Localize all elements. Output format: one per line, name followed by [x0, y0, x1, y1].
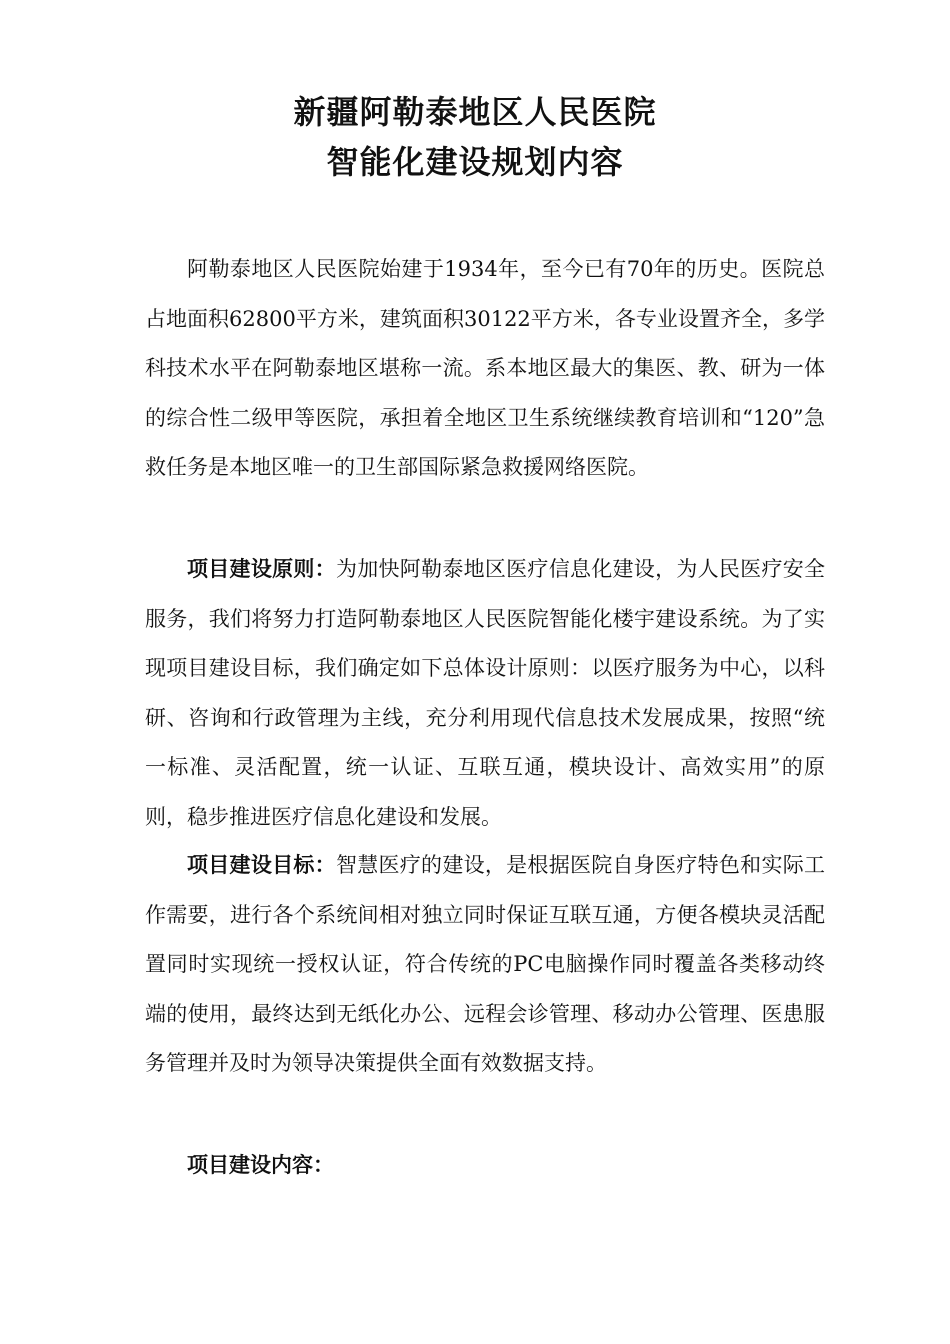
document-title-line2: 智能化建设规划内容: [326, 143, 624, 181]
goal-text: 智慧医疗的建设，是根据医院自身医疗特色和实际工作需要，进行各个系统间相对独立同时保证互联互通，方便各模块灵活配置同时实现统一授权认证，符合传统的PC电脑操作同时覆盖各类移动终端的使用，最终达到无纸化办公、远程会诊管理、移动办公管理、医患服务管理并及时为领导决策提供全面有效数据支持。: [145, 853, 826, 1075]
goal-paragraph: [145, 840, 825, 1089]
document-title-line1: 新疆阿勒泰地区人民医院: [293, 93, 657, 131]
intro-paragraph: 阿勒泰地区人民医院始建于1934年，至今已有70年的历史。医院总占地面积62800平方米，建筑面积30122平方米，各专业设置齐全，多学科技术水平在阿勒泰地区堪称一流。系本地区最大的集医、教、研为一体的综合性二级甲等医院，承担着全地区卫生系统继续教育培训和“120”急救任务是本地区唯一的卫生部国际紧急救援网络医院。: [145, 257, 825, 479]
content-label: 项目建设内容：: [187, 1152, 334, 1177]
principle-paragraph: [145, 544, 825, 842]
goal-label: 项目建设目标：: [187, 852, 336, 877]
principle-text: 为加快阿勒泰地区医疗信息化建设，为人民医疗安全服务，我们将努力打造阿勒泰地区人民医院智能化楼宇建设系统。为了实现项目建设目标，我们确定如下总体设计原则：以医疗服务为中心，以科研、咨询和行政管理为主线，充分利用现代信息技术发展成果，按照“统一标准、灵活配置，统一认证、互联互通，模块设计、高效实用”的原则，稳步推进医疗信息化建设和发展。: [145, 557, 826, 829]
content-heading: [145, 1140, 825, 1191]
principle-label: 项目建设原则：: [187, 556, 336, 581]
